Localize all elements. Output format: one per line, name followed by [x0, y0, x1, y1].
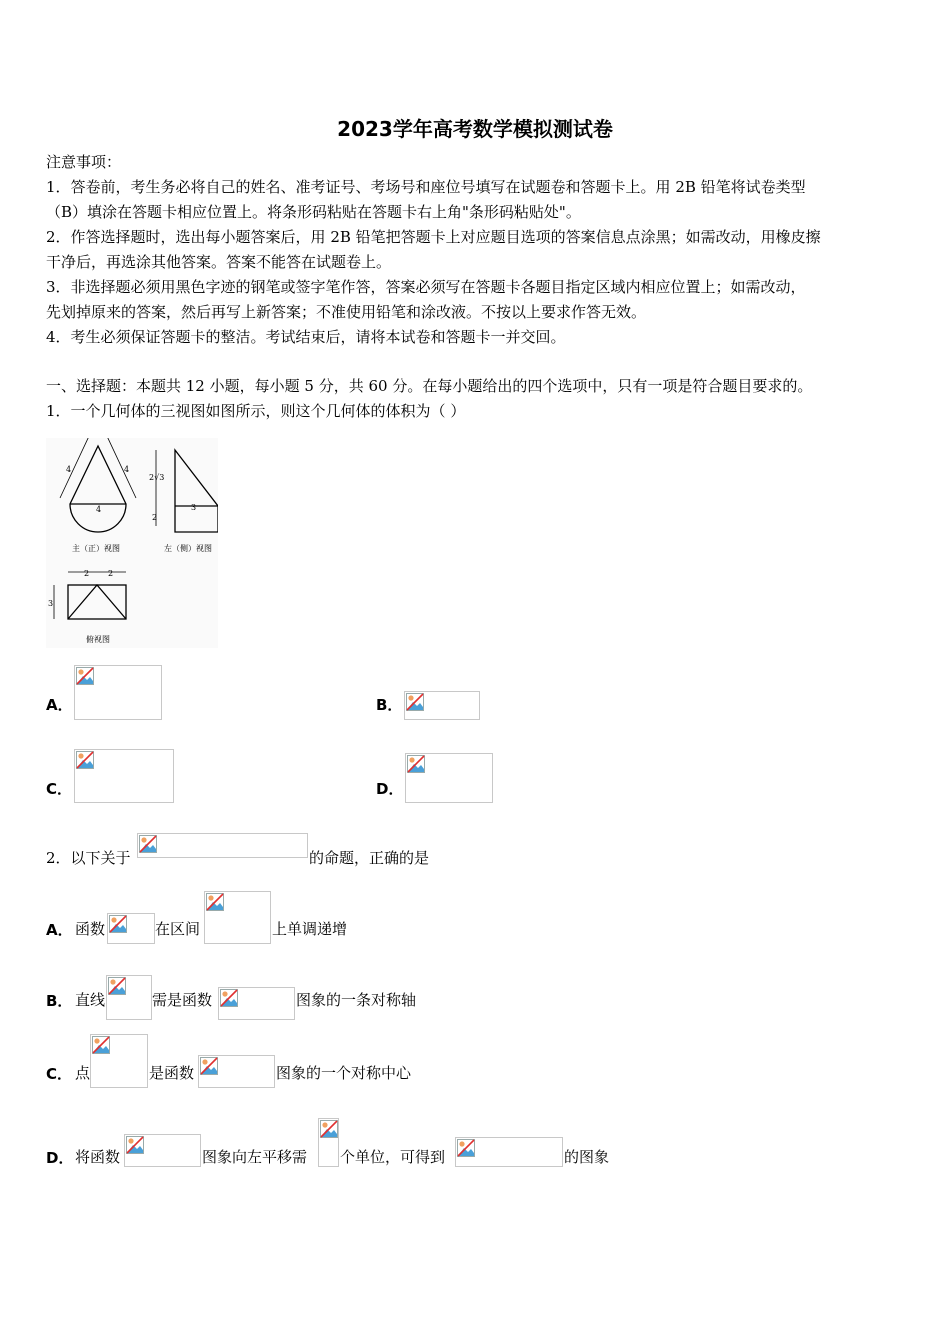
section-heading: 一、选择题：本题共 12 小题，每小题 5 分，共 60 分。在每小题给出的四个选项中，只有一项是符合题目要求的。 [46, 377, 813, 395]
formula-image [218, 987, 295, 1020]
broken-image-icon [206, 893, 224, 911]
q2-option-b-text: 图象的一条对称轴 [296, 991, 417, 1009]
q2-option-b-text: 直线 [75, 991, 106, 1009]
q2-option-d-text: 将函数 [75, 1148, 121, 1166]
broken-image-icon [108, 977, 126, 995]
front-view-label: 主（正）视图 [72, 544, 120, 553]
q2-option-c-text: 图象的一个对称中心 [276, 1064, 412, 1082]
broken-image-icon [220, 989, 238, 1007]
broken-image-icon [407, 755, 425, 773]
broken-image-icon [109, 915, 127, 933]
dim-label: 4 [96, 505, 102, 514]
dim-label: 2 [84, 569, 90, 578]
formula-image [124, 1134, 201, 1167]
formula-image [107, 913, 155, 944]
broken-image-icon [126, 1136, 144, 1154]
broken-image-icon [320, 1120, 338, 1138]
q2-option-d-text: 图象向左平移需 [202, 1148, 308, 1166]
formula-image [318, 1118, 339, 1167]
formula-image [198, 1055, 275, 1088]
broken-image-icon [406, 693, 424, 711]
q2-option-b-text: 需是函数 [152, 991, 213, 1009]
dim-label: 2 [108, 569, 114, 578]
q2-option-d-text: 的图象 [564, 1148, 610, 1166]
question-2-stem-post: 的命题，正确的是 [309, 849, 430, 867]
option-a-image [74, 665, 162, 720]
three-view-figure [46, 438, 218, 648]
notice-line: （B）填涂在答题卡相应位置上。将条形码粘贴在答题卡右上角"条形码粘贴处"。 [46, 203, 581, 221]
q2-option-a-text: 函数 [75, 920, 106, 938]
notice-line: 3．非选择题必须用黑色字迹的钢笔或签字笔作答，答案必须写在答题卡各题目指定区域内相应位置上；如需改动， [46, 278, 806, 296]
notice-line: 先划掉原来的答案，然后再写上新答案；不准使用铅笔和涂改液。不按以上要求作答无效。 [46, 303, 647, 321]
dim-label: 3 [191, 503, 197, 512]
option-d-label: D． [376, 780, 404, 798]
dim-label: 4 [124, 465, 130, 474]
q2-option-c-text: 点 [75, 1064, 91, 1082]
notice-line: 干净后，再选涂其他答案。答案不能答在试题卷上。 [46, 253, 392, 271]
q2-option-c-text: 是函数 [149, 1064, 195, 1082]
side-view-label: 左（侧）视图 [164, 544, 212, 553]
option-c-image [74, 749, 174, 803]
notice-line: 1．答卷前，考生务必将自己的姓名、准考证号、考场号和座位号填写在试题卷和答题卡上。用 2B 铅笔将试卷类型 [46, 178, 806, 196]
dim-label: 2√3 [149, 473, 165, 482]
broken-image-icon [76, 751, 94, 769]
q2-option-a-text: 在区间 [155, 920, 201, 938]
top-view-label: 俯视图 [86, 635, 110, 644]
formula-image [204, 891, 271, 944]
broken-image-icon [92, 1036, 110, 1054]
question-2-stem-pre: 2．以下关于 [46, 849, 131, 867]
broken-image-icon [76, 667, 94, 685]
page-title: 2023学年高考数学模拟测试卷 [337, 117, 613, 141]
broken-image-icon [139, 835, 157, 853]
dim-label: 3 [48, 599, 54, 608]
formula-image [90, 1034, 148, 1088]
option-d-image [405, 753, 493, 803]
q2-option-c-label: C． [46, 1065, 73, 1083]
dim-label: 2 [152, 513, 158, 522]
option-b-label: B． [376, 696, 403, 714]
q2-option-a-text: 上单调递增 [272, 920, 348, 938]
option-b-image [404, 691, 480, 720]
q2-option-b-label: B． [46, 992, 73, 1010]
broken-image-icon [200, 1057, 218, 1075]
notice-line: 2．作答选择题时，选出每小题答案后，用 2B 铅笔把答题卡上对应题目选项的答案信息点涂黑；如需改动，用橡皮擦 [46, 228, 821, 246]
q2-option-d-text: 个单位，可得到 [340, 1148, 446, 1166]
formula-image [455, 1137, 563, 1167]
option-a-label: A． [46, 696, 73, 714]
q2-option-d-label: D． [46, 1149, 74, 1167]
option-c-label: C． [46, 780, 73, 798]
q2-option-a-label: A． [46, 921, 73, 939]
formula-image [106, 975, 152, 1020]
question-1-stem: 1．一个几何体的三视图如图所示，则这个几何体的体积为（ ） [46, 402, 466, 420]
notice-heading: 注意事项： [46, 153, 122, 171]
notice-line: 4．考生必须保证答题卡的整洁。考试结束后，请将本试卷和答题卡一并交回。 [46, 328, 566, 346]
broken-image-icon [457, 1139, 475, 1157]
q2-function-image [137, 833, 308, 858]
dim-label: 4 [66, 465, 72, 474]
